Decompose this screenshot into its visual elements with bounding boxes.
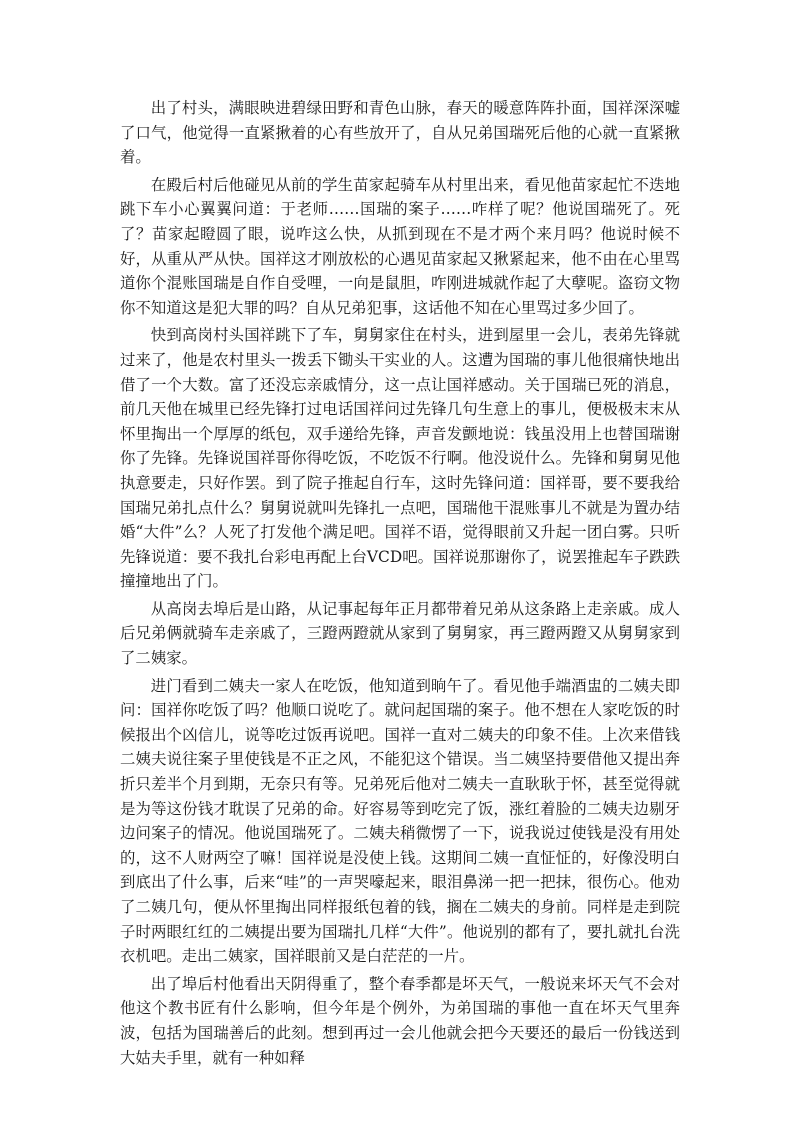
paragraph-4: 从高岗去埠后是山路，从记事起每年正月都带着兄弟从这条路上走亲戚。成人后兄弟俩就骑车走亲戚了，三蹬两蹬就从家到了舅舅家，再三蹬两蹬又从舅舅家到了二姨家。 <box>120 599 680 668</box>
document-page <box>120 96 680 1073</box>
paragraph-5: 进门看到二姨夫一家人在吃饭，他知道到晌午了。看见他手端酒盅的二姨夫即问：国祥你吃饭了吗？他顺口说吃了。就问起国瑞的案子。他不想在人家吃饭的时候报出个凶信儿，说等吃过饭再说吧。国祥一直对二姨夫的印象不佳。上次来借钱二姨夫说往案子里使钱是不正之风，不能犯这个错误。当二姨坚持要借他又提出奔折只差半个月到期，无奈只有等。兄弟死后他对二姨夫一直耿耿于怀，甚至觉得就是为等这份钱才耽误了兄弟的命。好容易等到吃完了饭，涨红着脸的二姨夫边剔牙边问案子的情况。他说国瑞死了。二姨夫稍微愣了一下，说我说过使钱是没有用处的，这不人财两空了嘛！国祥说是没使上钱。这期间二姨一直怔怔的，好像没明白到底出了什么事，后来“哇”的一声哭嚎起来，眼泪鼻涕一把一把抹，很伤心。他劝了二姨几句，便从怀里掏出同样报纸包着的钱，搁在二姨夫的身前。同样是走到院子时两眼红红的二姨提出要为国瑞扎几样“大件”。他说别的都有了，要扎就扎台洗衣机吧。走出二姨家，国祥眼前又是白茫茫的一片。 <box>120 676 680 966</box>
paragraph-1: 出了村头，满眼映进碧绿田野和青色山脉，春天的暖意阵阵扑面，国祥深深嘘了口气，他觉得一直紧揪着的心有些放开了，自从兄弟国瑞死后他的心就一直紧揪着。 <box>120 99 680 167</box>
paragraph-3: 快到高岗村头国祥跳下了车，舅舅家住在村头，进到屋里一会儿，表弟先锋就过来了，他是农村里头一拨丢下锄头干实业的人。这遭为国瑞的事儿他很痛快地出借了一个大数。富了还没忘亲戚情分，这一点让国祥感动。关于国瑞已死的消息，前几天他在城里已经先锋打过电话国祥问过先锋几句生意上的事儿，便极极末末从怀里掏出一个厚厚的纸包，双手递给先锋，声音发颤地说：钱虽没用上也替国瑞谢你了先锋。先锋说国祥哥你得吃饭，不吃饭不行啊。他没说什么。先锋和舅舅见他执意要走，只好作罢。到了院子推起自行车，这时先锋问道：国祥哥，要不要我给国瑞兄弟扎点什么？舅舅说就叫先锋扎一点吧，国瑞他干混账事儿不就是为置办结婚“大件”么？人死了打发他个满足吧。国祥不语，觉得眼前又升起一团白雾。只听先锋说道：要不我扎台彩电再配上台VCD吧。国祥说那谢你了，说罢推起车子跌跌撞撞地出了门。 <box>120 326 680 591</box>
paragraph-2: 在殿后村后他碰见从前的学生苗家起骑车从村里出来，看见他苗家起忙不迭地跳下车小心翼翼问道：于老师……国瑞的案子……咋样了呢？他说国瑞死了。死了？苗家起瞪圆了眼，说咋这么快，从抓到现在不是才两个来月吗？他说时候不好，从重从严从快。国祥这才刚放松的心遇见苗家起又揪紧起来，他不由在心里骂道你个混账国瑞是自作自受哩，一向是鼠胆，咋刚进城就作起了大孽呢。盗窃文物你不知道这是犯大罪的吗？自从兄弟犯事，这话他不知在心里骂过多少回了。 <box>120 175 680 317</box>
paragraph-6: 出了埠后村他看出天阴得重了，整个春季都是坏天气，一般说来坏天气不会对他这个教书匠有什么影响，但今年是个例外，为弟国瑞的事他一直在坏天气里奔波，包括为国瑞善后的此刻。想到再过一会儿他就会把今天要还的最后一份钱送到大姑夫手里，就有一种如释 <box>120 974 680 1067</box>
